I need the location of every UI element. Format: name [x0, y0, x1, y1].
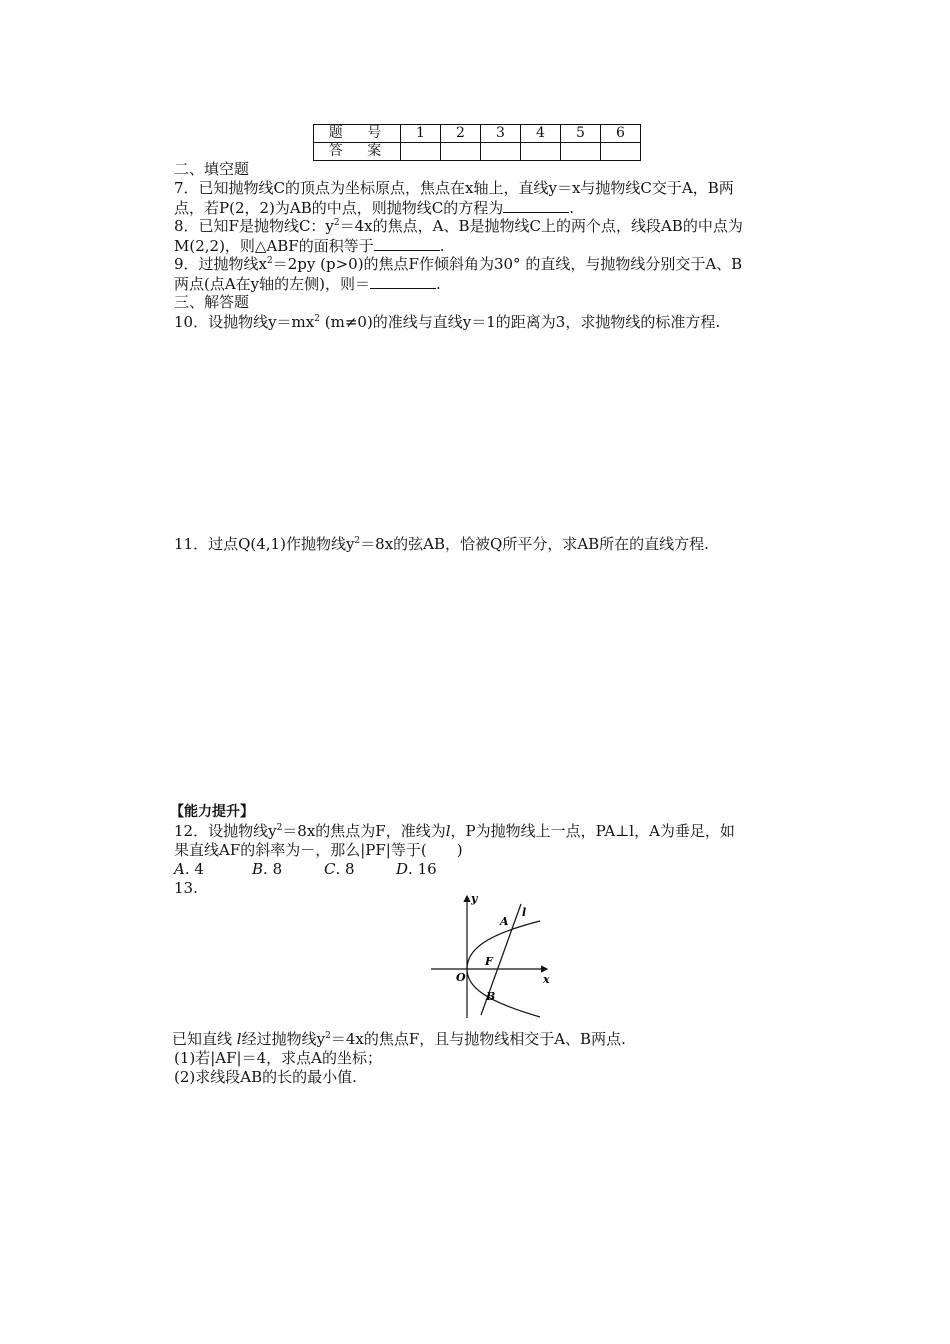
period: . [436, 275, 441, 293]
table-header-number: 题 号 [314, 125, 401, 143]
parabola-figure [425, 890, 555, 1020]
option-value: 16 [417, 860, 437, 878]
superscript: 2 [314, 314, 320, 324]
question-8-text: M(2,2)，则△ABF的面积等于 [174, 237, 374, 255]
table-number-cell: 2 [441, 125, 481, 143]
question-9-line-2 [174, 274, 441, 293]
section-heading-fill-blank: 二、填空题 [174, 160, 250, 178]
answer-blank[interactable] [503, 198, 569, 213]
option-value: 8 [345, 860, 355, 878]
superscript: 2 [354, 536, 361, 546]
option-value: 8 [272, 860, 283, 878]
table-header-answer: 答 案 [314, 143, 401, 161]
line-symbol: l [236, 1030, 242, 1048]
answer-cell[interactable] [481, 143, 521, 161]
answer-cell[interactable] [401, 143, 441, 161]
label-x: x [543, 973, 550, 986]
question-11 [174, 535, 709, 553]
question-8-line-2 [174, 236, 445, 255]
question-13-part-1: (1)若|AF|＝4，求点A的坐标； [174, 1049, 382, 1067]
question-9-text: 9．过抛物线x [174, 255, 268, 273]
question-11-text: 11．过点Q(4,1)作抛物线y [174, 535, 355, 553]
period: . [569, 199, 574, 217]
answer-blank[interactable] [374, 236, 440, 251]
question-9-line-1 [174, 255, 742, 273]
question-7-line-2 [174, 198, 574, 217]
answer-cell[interactable] [601, 143, 641, 161]
label-f: F [485, 955, 493, 968]
superscript: 2 [333, 218, 340, 228]
section-heading-ability: 【能力提升】 [170, 804, 254, 820]
section-heading-solve: 三、解答题 [174, 293, 250, 311]
option-b[interactable]: B. 8 [252, 860, 283, 878]
question-13-text: ＝4x的焦点F，且与抛物线相交于A、B两点. [330, 1030, 626, 1048]
question-9-text: 两点(点A在y轴的左侧)，则＝ [174, 275, 371, 293]
question-7-line-1: 7．已知抛物线C的顶点为坐标原点，焦点在x轴上，直线y＝x与抛物线C交于A，B两 [174, 179, 734, 197]
option-letter: C [324, 860, 336, 878]
table-number-cell: 4 [521, 125, 561, 143]
table-number-cell: 5 [561, 125, 601, 143]
answer-cell[interactable] [441, 143, 481, 161]
table-number-cell: 1 [401, 125, 441, 143]
table-number-cell: 3 [481, 125, 521, 143]
question-12-text: ＝8x的焦点为F，准线为 [282, 822, 446, 840]
answer-table [313, 124, 641, 161]
question-7-text: 点，若P(2，2)为AB的中点，则抛物线C的方程为 [174, 199, 504, 217]
option-a[interactable]: A. 4 [174, 860, 204, 878]
question-13-text: 已知直线 [172, 1030, 237, 1048]
answer-cell[interactable] [561, 143, 601, 161]
option-letter: A [174, 860, 185, 878]
question-13-part-2: (2)求线段AB的长的最小值. [174, 1068, 357, 1086]
option-d[interactable]: D. 16 [396, 860, 437, 878]
question-11-text: ＝8x的弦AB，恰被Q所平分，求AB所在的直线方程. [360, 535, 709, 553]
question-12-line-2: 果直线AF的斜率为－，那么|PF|等于( ) [174, 841, 463, 859]
question-12-line-1 [174, 822, 735, 840]
question-13-text: 经过抛物线y [241, 1030, 326, 1048]
label-l: l [522, 906, 527, 919]
option-letter: B [252, 860, 264, 878]
question-12-text: ，P为抛物线上一点，PA⊥l，A为垂足，如 [450, 822, 735, 840]
question-12-text: 12．设抛物线y [174, 822, 277, 840]
question-8-text: ＝4x的焦点，A、B是抛物线C上的两个点，线段AB的中点为 [339, 217, 743, 235]
superscript: 2 [325, 1031, 331, 1041]
option-letter: D [396, 860, 409, 878]
question-13-stem [172, 1030, 626, 1048]
label-o: O [456, 971, 466, 984]
table-row [314, 143, 641, 161]
line-symbol: l [445, 822, 451, 840]
answer-cell[interactable] [521, 143, 561, 161]
question-10 [174, 313, 720, 331]
table-row [314, 125, 641, 143]
label-y: y [471, 892, 478, 905]
label-a: A [500, 915, 509, 928]
option-c[interactable]: C. 8 [324, 860, 355, 878]
period: . [439, 237, 445, 255]
question-13-number: 13. [174, 879, 198, 897]
superscript: 2 [267, 256, 273, 266]
question-12-options [174, 860, 468, 878]
question-10-text: 10．设抛物线y＝mx [174, 313, 315, 331]
question-8-line-1 [174, 217, 743, 235]
question-10-text: (m≠0)的准线与直线y＝1的距离为3，求抛物线的标准方程. [319, 313, 721, 331]
label-b: B [486, 990, 496, 1003]
superscript: 2 [276, 823, 283, 833]
answer-blank[interactable] [370, 274, 436, 289]
question-9-text: ＝2py (p>0)的焦点F作倾斜角为30° 的直线，与抛物线分别交于A、B [272, 255, 743, 273]
option-value: 4 [194, 860, 204, 878]
question-8-text: 8．已知F是抛物线C：y [174, 217, 334, 235]
table-number-cell: 6 [601, 125, 641, 143]
